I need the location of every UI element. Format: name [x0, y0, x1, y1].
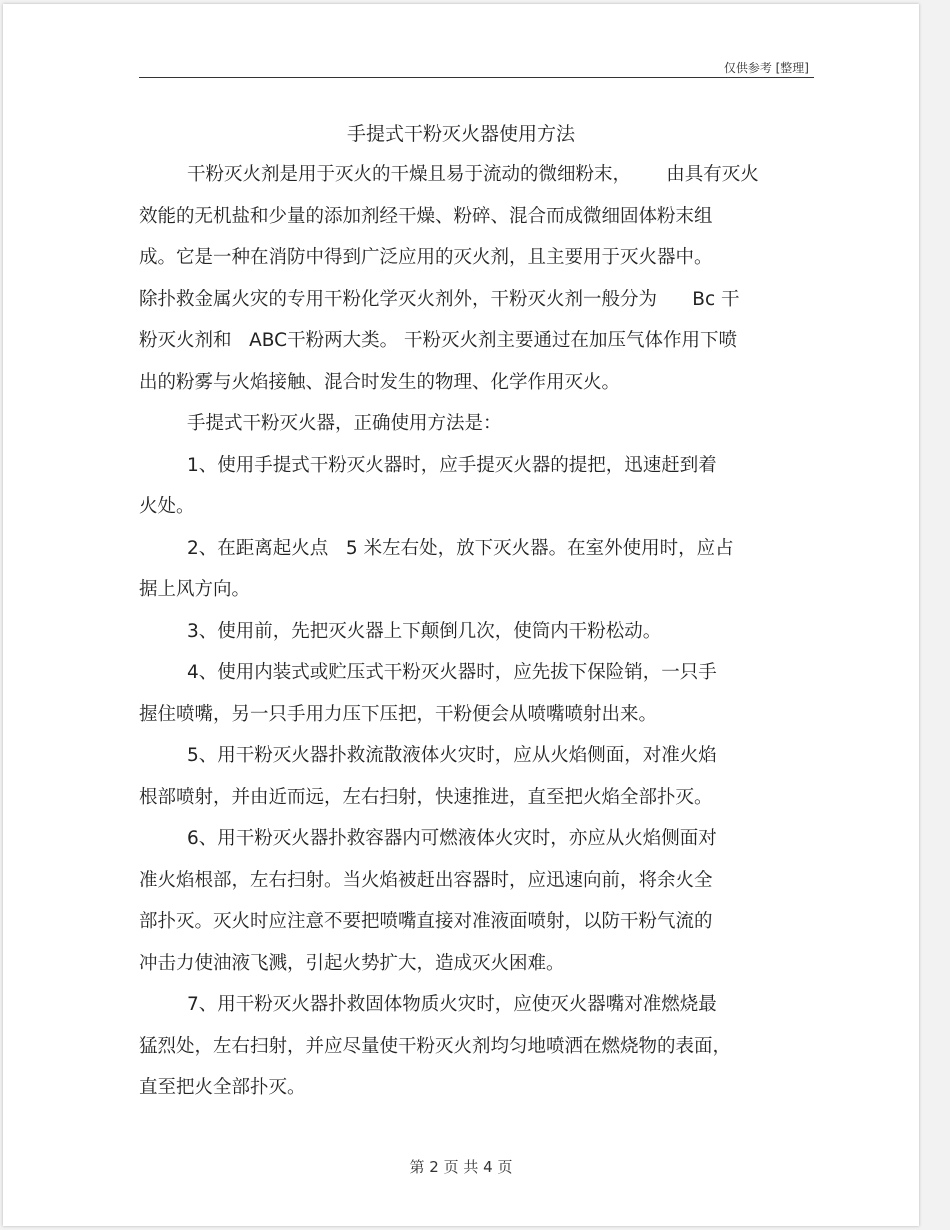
page-number-footer: 第 2 页 共 4 页 — [409, 1158, 513, 1176]
step-line: 握住喷嘴，另一只手用力压下压把，干粉便会从喷嘴喷射出来。 — [139, 703, 658, 725]
paragraph-line: 干粉灭火剂是用于灭火的干燥且易于流动的微细粉末， 由具有灭火 — [187, 164, 759, 185]
step-line: 1、使用手提式干粉灭火器时，应手提灭火器的提把，迅速赶到着 — [187, 454, 717, 476]
step-line: 4、使用内装式或贮压式干粉灭火器时，应先拔下保险销，一只手 — [187, 662, 717, 683]
step-line: 5、用干粉灭火器扑救流散液体火灾时，应从火焰侧面，对准火焰 — [187, 745, 717, 766]
step-line: 火处。 — [139, 496, 195, 517]
step-line: 2、在距离起火点 5 米左右处，放下灭火器。在室外使用时，应占 — [187, 537, 734, 559]
paragraph-line: 除扑救金属火灾的专用干粉化学灭火剂外，干粉灭火剂一般分为 Bc 干 — [139, 288, 740, 310]
header-divider — [139, 77, 814, 78]
step-line: 准火焰根部，左右扫射。当火焰被赶出容器时，应迅速向前，将余火全 — [139, 869, 713, 891]
step-line: 7、用干粉灭火器扑救固体物质火灾时，应使灭火器嘴对准燃烧最 — [187, 994, 717, 1015]
step-line: 6、用干粉灭火器扑救容器内可燃液体火灾时，亦应从火焰侧面对 — [187, 828, 717, 849]
document-body — [139, 154, 819, 1109]
document-title: 手提式干粉灭火器使用方法 — [346, 123, 575, 145]
step-line: 直至把火全部扑灭。 — [139, 1077, 306, 1098]
step-line: 猛烈处，左右扫射，并应尽量使干粉灭火剂均匀地喷洒在燃烧物的表面， — [139, 1035, 732, 1057]
step-line: 根部喷射，并由近而远，左右扫射，快速推进，直至把火焰全部扑灭。 — [139, 786, 713, 808]
step-line: 据上风方向。 — [139, 579, 251, 600]
step-line: 冲击力使油液飞溅，引起火势扩大，造成灭火困难。 — [139, 952, 565, 974]
paragraph-line: 手提式干粉灭火器，正确使用方法是： — [187, 413, 502, 434]
document-page — [3, 4, 919, 1226]
step-line: 3、使用前，先把灭火器上下颠倒几次，使筒内干粉松动。 — [187, 620, 662, 642]
paragraph-line: 效能的无机盐和少量的添加剂经干燥、粉碎、混合而成微细固体粉末组 — [139, 205, 713, 227]
paragraph-line: 出的粉雾与火焰接触、混合时发生的物理、化学作用灭火。 — [139, 371, 621, 393]
paragraph-line: 粉灭火剂和 ABC干粉两大类。 干粉灭火剂主要通过在加压气体作用下喷 — [139, 330, 737, 351]
step-line: 部扑灭。灭火时应注意不要把喷嘴直接对准液面喷射，以防干粉气流的 — [139, 911, 713, 932]
paragraph-line: 成。它是一种在消防中得到广泛应用的灭火剂，且主要用于灭火器中。 — [139, 247, 713, 268]
header-note: 仅供参考 [整理] — [723, 61, 809, 75]
